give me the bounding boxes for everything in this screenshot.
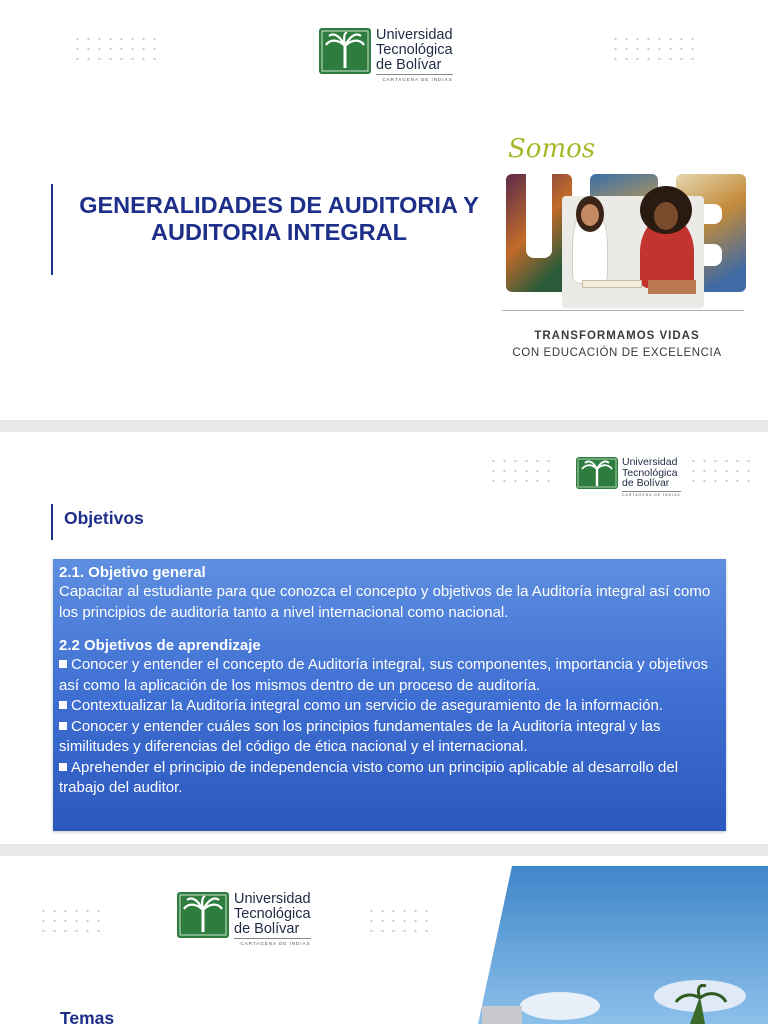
palm-tree-icon (177, 892, 229, 938)
objectives-box (53, 559, 726, 831)
learning-objective-text: Contextualizar la Auditoría integral como un servicio de aseguramiento de la información. (71, 697, 663, 714)
logo-city: CARTAGENA DE INDIAS (376, 74, 453, 82)
dot-pattern-left (488, 456, 552, 484)
square-bullet-icon (59, 763, 67, 771)
learning-objectives-title: 2.2 Objetivos de aprendizaje (59, 637, 261, 654)
logo-city: CARTAGENA DE INDIAS (622, 493, 681, 498)
logo-line-universidad: Universidad (376, 27, 453, 43)
section-heading-objetivos: Objetivos (64, 508, 144, 528)
learning-objective-item (59, 655, 718, 696)
logo-line-bolivar: de Bolívar (622, 477, 670, 490)
logo-line-tecnologica: Tecnológica (234, 905, 311, 922)
logo-line-tecnologica: Tecnológica (376, 41, 453, 58)
learning-objective-text: Aprehender el principio de independencia visto como un principio aplicable al desarrollo del trabajo del auditor. (59, 758, 679, 796)
tagline-transformamos: TRANSFORMAMOS VIDAS (534, 330, 700, 342)
logo-line-universidad: Universidad (622, 456, 678, 468)
dot-pattern-right (610, 34, 694, 68)
dot-pattern-right (366, 906, 430, 934)
students-photo (562, 196, 704, 308)
dot-pattern-right (688, 456, 752, 484)
utb-logo (319, 28, 453, 82)
slide-temas (0, 856, 768, 1024)
section-heading-temas: Temas (60, 1008, 115, 1024)
palm-tree-icon (576, 457, 618, 489)
logo-line-tecnologica: Tecnológica (622, 466, 678, 479)
logo-line-bolivar: de Bolívar (376, 56, 442, 73)
slide-title (0, 0, 768, 420)
square-bullet-icon (59, 660, 67, 668)
learning-objective-text: Conocer y entender el concepto de Auditoría integral, sus componentes, importancia y objetivos así como la aplicación de los mismos dentro de un proceso de auditoría. (59, 656, 709, 694)
tagline-educacion: CON EDUCACIÓN DE EXCELENCIA (512, 347, 722, 359)
heading-accent-bar (51, 504, 53, 540)
learning-objective-item (59, 717, 718, 758)
square-bullet-icon (59, 701, 67, 709)
dot-pattern-left (72, 34, 156, 68)
palm-tree-icon (319, 28, 371, 74)
general-objective-title: 2.1. Objetivo general (59, 564, 206, 581)
somos-script-text: Somos (508, 134, 596, 164)
learning-objective-text: Conocer y entender cuáles son los principios fundamentales de la Auditoría integral y las similitudes y diferencias del código de ética nacional y el internacional. (59, 717, 661, 755)
hero-image-somos-utb (502, 134, 752, 314)
general-objective-text: Capacitar al estudiante para que conozca el concepto y objetivos de la Auditoría integral así como los principios de auditoría tanto a nivel internacional como nacional. (59, 583, 711, 621)
campus-photo (0, 856, 768, 1024)
slide-objetivos (0, 432, 768, 844)
utb-logo (576, 457, 681, 497)
title-accent-bar (51, 184, 53, 275)
dot-pattern-left (38, 906, 102, 934)
learning-objective-item (59, 758, 718, 799)
utb-logo (177, 892, 311, 946)
logo-line-bolivar: de Bolívar (234, 920, 300, 937)
logo-city: CARTAGENA DE INDIAS (234, 938, 311, 946)
logo-line-universidad: Universidad (234, 891, 311, 907)
learning-objective-item (59, 696, 718, 717)
square-bullet-icon (59, 722, 67, 730)
document-title: GENERALIDADES DE AUDITORIA Y AUDITORIA INTEGRAL (79, 192, 479, 245)
